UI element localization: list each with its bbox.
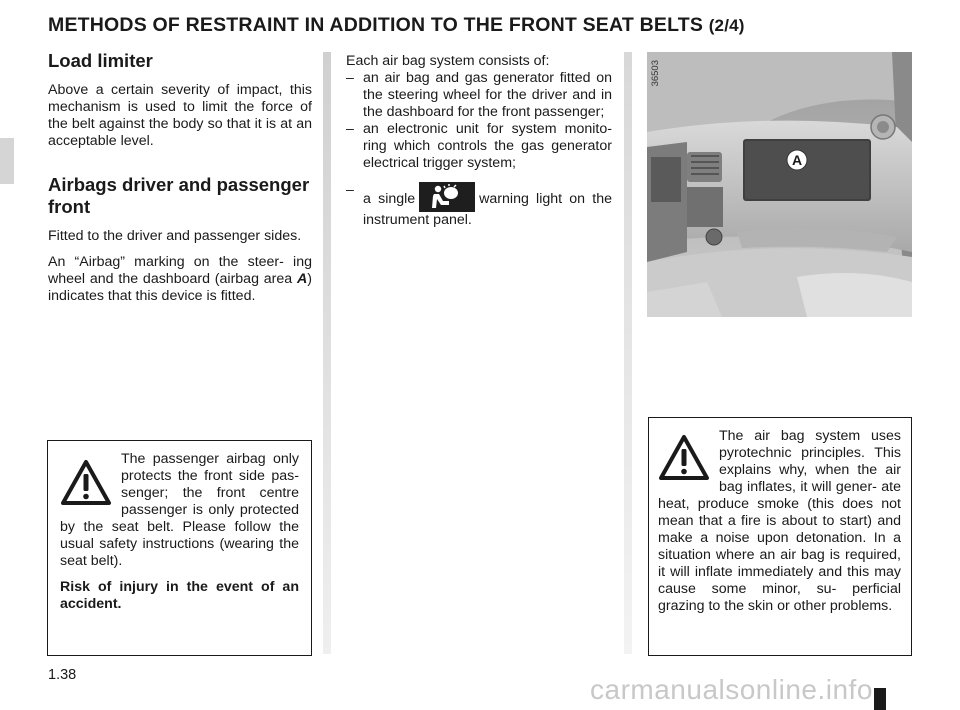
marking-text-after: ) indicates that this device is fitted.	[48, 271, 312, 304]
list-item	[346, 182, 612, 229]
airbag-warning-icon	[419, 182, 475, 212]
warning-triangle-icon	[658, 432, 710, 484]
heading-airbags: Airbags driver and passenger front	[48, 174, 310, 217]
list-dash: –	[346, 121, 354, 137]
page-title	[48, 14, 745, 37]
list-item-text	[363, 182, 612, 229]
warning-pyrotechnic-text: The air bag system uses pyrotechnic principles. This explains why, when the air bag inflates, it will gener- ate heat, produce smoke (this does not mean that a fire is about to start) and make a noise upon detonation. In a situation where an air bag is required, it will inflate immediately and this may cause some minor, su- perficial grazing to the skin or other problems.	[658, 428, 901, 614]
dashboard-figure	[647, 52, 912, 317]
chapter-tab	[0, 138, 14, 184]
heading-load-limiter: Load limiter	[48, 50, 153, 71]
load-limiter-text: Above a certain severity of impact, this mechanism is used to limit the force of the belt against the body so that it is at an acceptable level.	[48, 82, 312, 149]
area-a-label: A	[791, 152, 803, 168]
warning-passenger-emphasis: Risk of injury in the event of an accident.	[60, 579, 299, 612]
list-dash: –	[346, 70, 354, 86]
column-divider-left	[323, 52, 331, 654]
list-item-text: an electronic unit for system monito- ring which controls the gas generator electrical trigger system;	[363, 121, 612, 171]
marking-text-before: An “Airbag” marking on the steer- ing wheel and the dashboard (airbag area	[48, 254, 312, 287]
page-title-text: METHODS OF RESTRAINT IN ADDITION TO THE FRONT SEAT BELTS	[48, 14, 704, 36]
warning-light-prefix: a single	[363, 191, 416, 207]
warning-box-passenger	[47, 440, 312, 656]
middle-column	[346, 53, 612, 229]
page-title-part: (2/4)	[708, 16, 745, 35]
list-item	[346, 121, 612, 172]
list-item	[346, 70, 612, 121]
page-number: 1.38	[48, 667, 77, 683]
warning-passenger-text: The passenger airbag only protects the front side pas- senger; the front centre passenger is only protected by the seat belt. Please follow the usual safety instructions (wearing the seat belt).	[60, 451, 299, 569]
airbags-text: Fitted to the driver and passenger sides.	[48, 228, 302, 244]
airbag-marking-text	[48, 254, 312, 305]
warning-light-suffix: warning light on the instrument panel.	[363, 191, 612, 228]
corner-mark	[874, 688, 886, 710]
figure-reference-number: 36503	[650, 60, 661, 87]
list-item-text: an air bag and gas generator fitted on the steering wheel for the driver and in the dashboard for the front passenger;	[363, 70, 612, 120]
airbag-area-letter: A	[297, 271, 308, 287]
watermark: carmanualsonline.info	[590, 674, 873, 705]
warning-triangle-icon	[60, 457, 112, 509]
left-column	[48, 50, 312, 314]
column-divider-right	[624, 52, 632, 654]
list-dash: –	[346, 182, 354, 198]
airbag-system-intro: Each air bag system consists of:	[346, 53, 550, 69]
warning-box-pyrotechnic	[648, 417, 912, 656]
